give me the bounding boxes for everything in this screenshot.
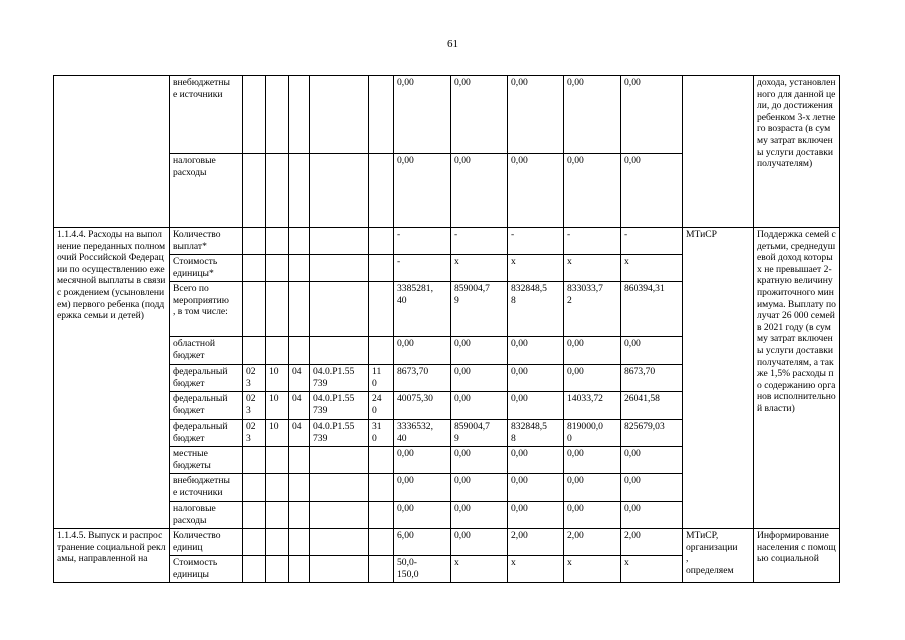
code-cell bbox=[369, 447, 394, 474]
code-cell bbox=[266, 228, 289, 255]
value-cell: 26041,58 bbox=[621, 392, 683, 420]
value-cell: 0,00 bbox=[451, 474, 508, 502]
value-cell: - bbox=[508, 228, 564, 255]
row-label: внебюджетны е источники bbox=[170, 474, 243, 502]
value-cell: - bbox=[394, 255, 451, 282]
value-cell: 0,00 bbox=[451, 529, 508, 556]
value-cell: 0,00 bbox=[564, 365, 621, 392]
row-label: федеральный бюджет bbox=[170, 392, 243, 420]
value-cell: x bbox=[451, 556, 508, 583]
code-cell bbox=[369, 228, 394, 255]
value-cell: 0,00 bbox=[621, 447, 683, 474]
code-cell bbox=[266, 502, 289, 529]
code-cell: 04 bbox=[289, 392, 310, 420]
value-cell: 0,00 bbox=[621, 76, 683, 154]
value-cell: 0,00 bbox=[394, 447, 451, 474]
value-cell: 859004,7 9 bbox=[451, 282, 508, 337]
code-cell bbox=[369, 502, 394, 529]
value-cell: x bbox=[508, 255, 564, 282]
code-cell bbox=[369, 474, 394, 502]
result-cell: Информирование населения с помощью социальной bbox=[754, 529, 840, 583]
value-cell: x bbox=[564, 255, 621, 282]
section-title: 1.1.4.4. Расходы на выполнение переданных полномочий Российской Федерации по осуществлению ежемесячной выплаты в связи с рождением (усыновлением) первого ребенка (поддержка семьи и детей) bbox=[54, 228, 170, 529]
code-cell bbox=[243, 255, 266, 282]
value-cell: - bbox=[621, 228, 683, 255]
value-cell: 3385281, 40 bbox=[394, 282, 451, 337]
value-cell: 0,00 bbox=[508, 154, 564, 228]
row-label: Количество единиц bbox=[170, 529, 243, 556]
code-cell bbox=[289, 228, 310, 255]
value-cell: 0,00 bbox=[621, 474, 683, 502]
value-cell: 0,00 bbox=[508, 502, 564, 529]
value-cell: 0,00 bbox=[451, 76, 508, 154]
value-cell: 0,00 bbox=[564, 76, 621, 154]
value-cell: 50,0- 150,0 bbox=[394, 556, 451, 583]
code-cell bbox=[266, 474, 289, 502]
executor-cell: МТиСР bbox=[683, 228, 754, 529]
value-cell: 0,00 bbox=[394, 154, 451, 228]
row-label: местные бюджеты bbox=[170, 447, 243, 474]
code-cell bbox=[310, 502, 369, 529]
code-cell bbox=[289, 255, 310, 282]
value-cell: 0,00 bbox=[451, 502, 508, 529]
value-cell: x bbox=[451, 255, 508, 282]
row-label: федеральный бюджет bbox=[170, 365, 243, 392]
row-label: налоговые расходы bbox=[170, 502, 243, 529]
row-label: федеральный бюджет bbox=[170, 420, 243, 447]
value-cell: 0,00 bbox=[508, 337, 564, 365]
value-cell: 0,00 bbox=[394, 502, 451, 529]
code-cell: 02 3 bbox=[243, 365, 266, 392]
value-cell: 833033,7 2 bbox=[564, 282, 621, 337]
value-cell: 8673,70 bbox=[394, 365, 451, 392]
section-title: 1.1.4.5. Выпуск и распространение социальной рекламы, направленной на bbox=[54, 529, 170, 583]
value-cell: 0,00 bbox=[394, 474, 451, 502]
code-cell: 24 0 bbox=[369, 392, 394, 420]
value-cell: - bbox=[564, 228, 621, 255]
value-cell: 2,00 bbox=[508, 529, 564, 556]
code-cell bbox=[243, 282, 266, 337]
code-cell bbox=[266, 447, 289, 474]
code-cell: 10 bbox=[266, 420, 289, 447]
result-cell: дохода, установленного для данной цели, до достижения ребенком 3-х летнего возраста (в сумму затрат включены услуги доставки получателям) bbox=[754, 76, 840, 228]
row-label: Стоимость единицы* bbox=[170, 255, 243, 282]
value-cell: 0,00 bbox=[451, 392, 508, 420]
code-cell bbox=[266, 282, 289, 337]
value-cell: 3336532, 40 bbox=[394, 420, 451, 447]
code-cell bbox=[289, 502, 310, 529]
value-cell: 832848,5 8 bbox=[508, 282, 564, 337]
value-cell: 0,00 bbox=[508, 447, 564, 474]
value-cell: 0,00 bbox=[564, 474, 621, 502]
code-cell bbox=[266, 255, 289, 282]
value-cell: 40075,30 bbox=[394, 392, 451, 420]
code-cell: 11 0 bbox=[369, 365, 394, 392]
code-cell bbox=[289, 447, 310, 474]
value-cell: 0,00 bbox=[564, 337, 621, 365]
code-cell bbox=[289, 282, 310, 337]
value-cell: 0,00 bbox=[394, 337, 451, 365]
value-cell: 0,00 bbox=[621, 502, 683, 529]
value-cell: x bbox=[508, 556, 564, 583]
code-cell: 04.0.Р1.55 739 bbox=[310, 420, 369, 447]
value-cell: 0,00 bbox=[451, 365, 508, 392]
code-cell: 10 bbox=[266, 365, 289, 392]
code-cell: 02 3 bbox=[243, 420, 266, 447]
page-number: 61 bbox=[447, 38, 458, 50]
executor-cell bbox=[683, 76, 754, 228]
table-row bbox=[54, 76, 840, 154]
executor-cell: МТиСР, организации , определяем bbox=[683, 529, 754, 583]
table-row bbox=[54, 529, 840, 556]
value-cell: x bbox=[564, 556, 621, 583]
value-cell: x bbox=[621, 255, 683, 282]
code-cell bbox=[310, 255, 369, 282]
value-cell: 0,00 bbox=[564, 502, 621, 529]
value-cell: 819000,0 0 bbox=[564, 420, 621, 447]
value-cell: x bbox=[621, 556, 683, 583]
code-cell bbox=[243, 447, 266, 474]
value-cell: 0,00 bbox=[508, 392, 564, 420]
row-label: внебюджетны е источники bbox=[170, 76, 243, 154]
code-cell: 04.0.Р1.55 739 bbox=[310, 392, 369, 420]
code-cell: 02 3 bbox=[243, 392, 266, 420]
code-cell bbox=[310, 282, 369, 337]
row-label: Количество выплат* bbox=[170, 228, 243, 255]
empty-cell bbox=[54, 76, 170, 228]
code-cell bbox=[243, 228, 266, 255]
value-cell: 0,00 bbox=[508, 474, 564, 502]
code-cell bbox=[266, 337, 289, 365]
value-cell: 0,00 bbox=[564, 447, 621, 474]
value-cell: 0,00 bbox=[394, 76, 451, 154]
code-cell bbox=[243, 474, 266, 502]
code-cell: 10 bbox=[266, 392, 289, 420]
table-row bbox=[54, 228, 840, 255]
row-label: налоговые расходы bbox=[170, 154, 243, 228]
value-cell: 0,00 bbox=[508, 365, 564, 392]
code-cell bbox=[243, 502, 266, 529]
code-cell: 04.0.Р1.55 739 bbox=[310, 365, 369, 392]
code-cell bbox=[289, 474, 310, 502]
value-cell: 0,00 bbox=[621, 154, 683, 228]
value-cell: 860394,31 bbox=[621, 282, 683, 337]
code-cell bbox=[243, 337, 266, 365]
value-cell: 8673,70 bbox=[621, 365, 683, 392]
code-cell bbox=[369, 255, 394, 282]
code-cell bbox=[310, 474, 369, 502]
row-label: областной бюджет bbox=[170, 337, 243, 365]
value-cell: 0,00 bbox=[508, 76, 564, 154]
result-cell: Поддержка семей с детьми, среднедушевой доход которых не превышает 2-кратную величину прожиточного минимума. Выплату получат 26 000 семей в 2021 году (в сумму затрат включены услуги доставки получателям, а также 1,5% расходы по содержанию органов исполнительной власти) bbox=[754, 228, 840, 529]
program-table bbox=[53, 75, 840, 583]
code-cell: 04 bbox=[289, 420, 310, 447]
value-cell: 6,00 bbox=[394, 529, 451, 556]
value-cell: 832848,5 8 bbox=[508, 420, 564, 447]
value-cell: 2,00 bbox=[564, 529, 621, 556]
value-cell: 14033,72 bbox=[564, 392, 621, 420]
code-cell bbox=[289, 337, 310, 365]
value-cell: 2,00 bbox=[621, 529, 683, 556]
row-label: Всего по мероприятию , в том числе: bbox=[170, 282, 243, 337]
code-cell: 31 0 bbox=[369, 420, 394, 447]
value-cell: 859004,7 9 bbox=[451, 420, 508, 447]
code-cell bbox=[310, 337, 369, 365]
row-label: Стоимость единицы bbox=[170, 556, 243, 583]
code-cell bbox=[310, 228, 369, 255]
code-cell bbox=[369, 282, 394, 337]
value-cell: 0,00 bbox=[451, 337, 508, 365]
value-cell: 0,00 bbox=[564, 154, 621, 228]
code-cell bbox=[369, 337, 394, 365]
value-cell: - bbox=[394, 228, 451, 255]
code-cell bbox=[310, 447, 369, 474]
value-cell: 0,00 bbox=[451, 154, 508, 228]
value-cell: 0,00 bbox=[451, 447, 508, 474]
value-cell: 825679,03 bbox=[621, 420, 683, 447]
value-cell: - bbox=[451, 228, 508, 255]
value-cell: 0,00 bbox=[621, 337, 683, 365]
code-cell: 04 bbox=[289, 365, 310, 392]
